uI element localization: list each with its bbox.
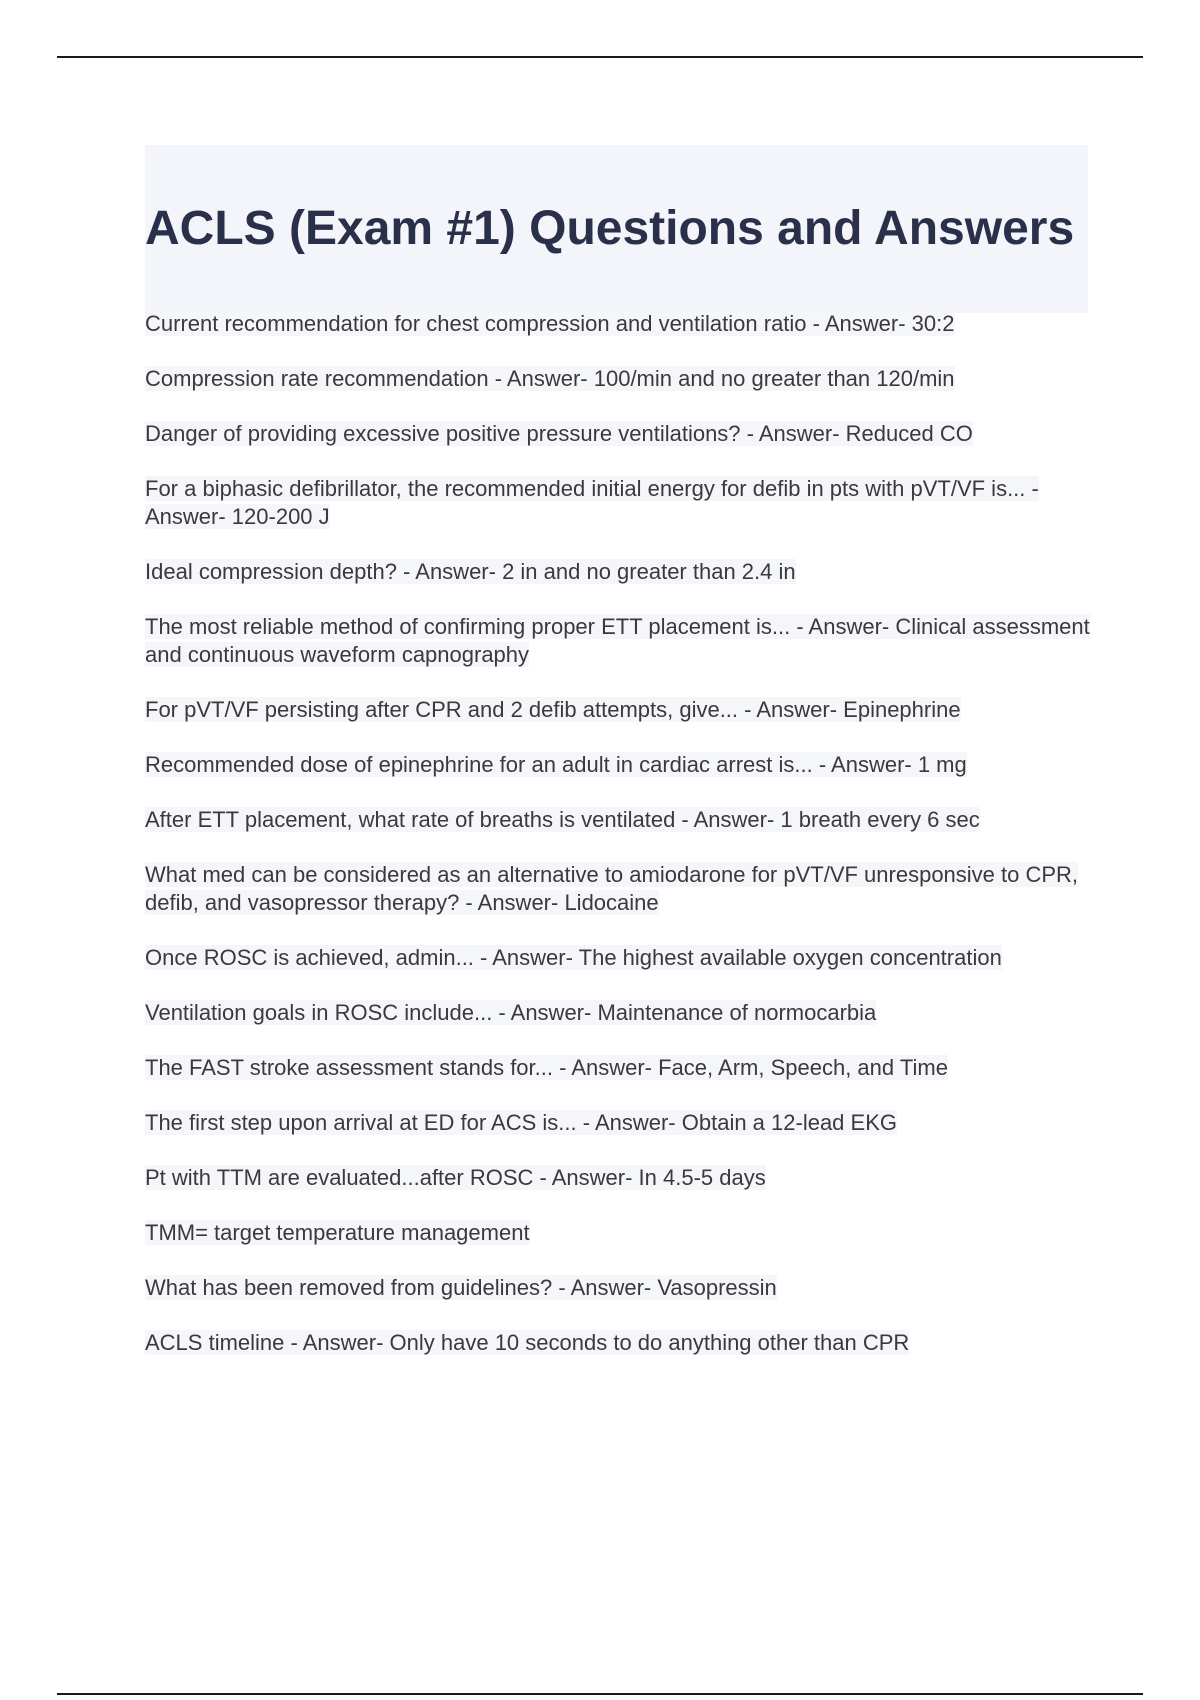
- qa-text: The first step upon arrival at ED for ACS is... - Answer- Obtain a 12-lead EKG: [145, 1110, 897, 1135]
- qa-item: [145, 751, 1090, 779]
- qa-text: ACLS timeline - Answer- Only have 10 seconds to do anything other than CPR: [145, 1330, 910, 1355]
- qa-item: [145, 861, 1090, 917]
- qa-text: Recommended dose of epinephrine for an adult in cardiac arrest is... - Answer- 1 mg: [145, 752, 967, 777]
- qa-text: What has been removed from guidelines? - Answer- Vasopressin: [145, 1275, 777, 1300]
- qa-text: Once ROSC is achieved, admin... - Answer- The highest available oxygen concentration: [145, 945, 1002, 970]
- qa-text: For pVT/VF persisting after CPR and 2 defib attempts, give... - Answer- Epinephrine: [145, 697, 961, 722]
- qa-text: TMM= target temperature management: [145, 1220, 530, 1245]
- qa-item: [145, 1219, 1090, 1247]
- qa-item: [145, 420, 1090, 448]
- document-title: ACLS (Exam #1) Questions and Answers: [145, 202, 1075, 255]
- top-rule: [57, 56, 1143, 58]
- bottom-rule: [57, 1693, 1143, 1695]
- qa-text: Current recommendation for chest compression and ventilation ratio - Answer- 30:2: [145, 311, 955, 336]
- qa-text: Compression rate recommendation - Answer- 100/min and no greater than 120/min: [145, 366, 955, 391]
- qa-text: Pt with TTM are evaluated...after ROSC - Answer- In 4.5-5 days: [145, 1165, 766, 1190]
- qa-item: [145, 806, 1090, 834]
- qa-item: [145, 1109, 1090, 1137]
- qa-item: [145, 999, 1090, 1027]
- qa-item: [145, 1054, 1090, 1082]
- qa-text: For a biphasic defibrillator, the recommended initial energy for defib in pts with pVT/VF is... - Answer- 120-200 J: [145, 476, 1039, 529]
- qa-item: [145, 613, 1090, 669]
- qa-item: [145, 558, 1090, 586]
- qa-item: [145, 475, 1090, 531]
- qa-item: [145, 310, 1090, 338]
- qa-text: After ETT placement, what rate of breaths is ventilated - Answer- 1 breath every 6 sec: [145, 807, 980, 832]
- qa-text: The FAST stroke assessment stands for... - Answer- Face, Arm, Speech, and Time: [145, 1055, 948, 1080]
- qa-list: [145, 310, 1090, 1384]
- qa-item: [145, 944, 1090, 972]
- qa-text: The most reliable method of confirming proper ETT placement is... - Answer- Clinical assessment and continuous waveform capnography: [145, 614, 1090, 667]
- qa-text: Danger of providing excessive positive pressure ventilations? - Answer- Reduced CO: [145, 421, 973, 446]
- qa-text: Ideal compression depth? - Answer- 2 in and no greater than 2.4 in: [145, 559, 796, 584]
- qa-item: [145, 1329, 1090, 1357]
- qa-item: [145, 365, 1090, 393]
- qa-text: What med can be considered as an alternative to amiodarone for pVT/VF unresponsive to CPR, defib, and vasopressor therapy? - Answer- Lidocaine: [145, 862, 1079, 915]
- qa-item: [145, 1274, 1090, 1302]
- qa-item: [145, 1164, 1090, 1192]
- qa-text: Ventilation goals in ROSC include... - Answer- Maintenance of normocarbia: [145, 1000, 877, 1025]
- qa-item: [145, 696, 1090, 724]
